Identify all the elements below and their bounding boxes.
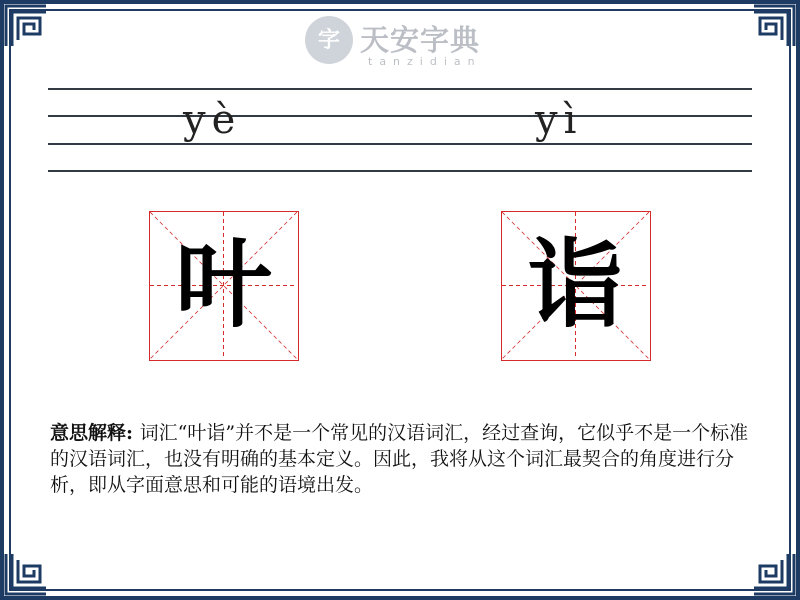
corner-ornament-bottom-right [752, 552, 796, 596]
pinyin-line [48, 143, 752, 145]
description-separator: : [126, 422, 140, 444]
corner-ornament-bottom-left [4, 552, 48, 596]
description-label: 意思解释 [50, 422, 127, 444]
pinyin-first: yè [183, 97, 242, 143]
character-first: 叶 [175, 229, 272, 341]
pinyin-line [48, 88, 752, 90]
logo-name: 天安字典 [360, 23, 481, 57]
logo-subtitle: tanzidian [368, 55, 482, 68]
corner-ornament-top-left [4, 4, 48, 48]
pinyin-second: yì [535, 97, 583, 143]
corner-ornament-top-right [752, 4, 796, 48]
pinyin-line [48, 115, 752, 117]
character-grid-first [149, 211, 299, 361]
character-grid-second [501, 211, 651, 361]
logo-badge-icon [305, 16, 353, 64]
character-second: 诣 [527, 229, 624, 341]
description-text: 词汇“叶诣”并不是一个常见的汉语词汇，经过查询，它似乎不是一个标准的汉语词汇，也没有明确的基本定义。因此，我将从这个词汇最契合的角度进行分析，即从字面意思和可能的语境出发。 [50, 422, 749, 496]
meaning-description [50, 420, 750, 498]
pinyin-line [48, 170, 752, 172]
pinyin-ruled-lines [48, 88, 752, 172]
site-logo [300, 12, 500, 72]
logo-badge-text: 字 [317, 27, 340, 53]
